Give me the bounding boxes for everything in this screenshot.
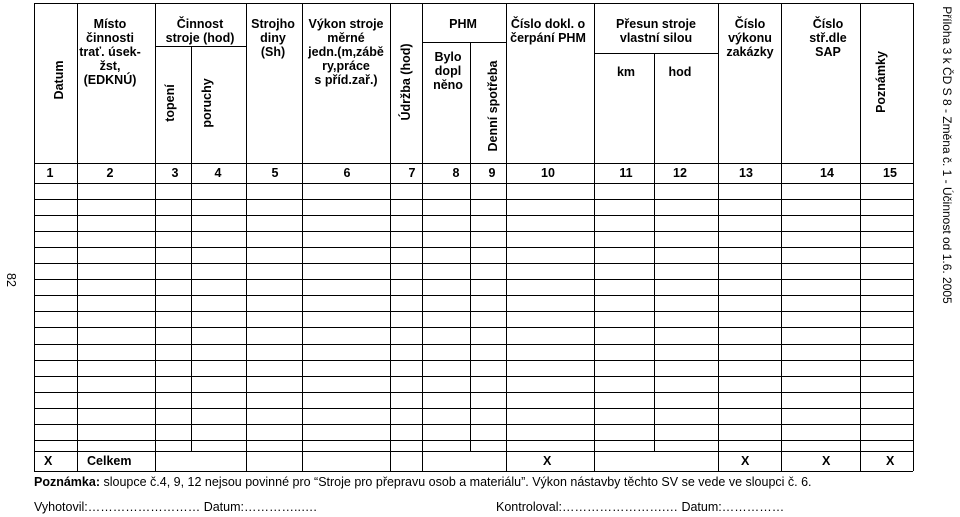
header-misto-line1: Místo <box>93 17 127 31</box>
header-strojhodiny <box>246 17 300 59</box>
colnum-7: 7 <box>408 166 416 180</box>
grid-col-line <box>913 3 914 471</box>
colnum-4: 4 <box>214 166 222 180</box>
grid-col-line-bylo <box>470 42 471 451</box>
colnum-10: 10 <box>541 166 555 180</box>
header-misto-line4: žst, <box>99 59 121 73</box>
header-poruchy: poruchy <box>200 78 214 128</box>
note-text: sloupce č.4, 9, 12 nejsou povinné pro “Stroje pro přepravu osob a materiálu”. Výkon nástavby těchto SV se vede ve sloupci č. 6. <box>100 475 812 489</box>
header-phm: PHM <box>449 17 477 31</box>
header-bylo-line3: něno <box>433 78 463 92</box>
celkem-x-col1: X <box>44 454 53 468</box>
grid-col-line-km <box>654 53 655 451</box>
header-bylo-line1: Bylo <box>434 50 462 64</box>
celkem-x-col10: X <box>543 454 552 468</box>
grid-col-line <box>594 3 595 471</box>
celkem-label: Celkem <box>87 454 132 468</box>
header-bylo-doplneno <box>428 50 468 92</box>
header-cislo-str <box>800 17 856 59</box>
celkem-x-col15: X <box>886 454 895 468</box>
header-presun-line2: vlastní silou <box>619 31 693 45</box>
colnum-8: 8 <box>452 166 460 180</box>
grid-col-line <box>155 3 156 471</box>
header-misto-line2: činnosti <box>86 31 134 45</box>
grid-phm-sub <box>422 42 506 43</box>
header-strojhodiny-line1: Strojho <box>251 17 295 31</box>
header-vykon-line5: s příd.zař.) <box>314 73 378 87</box>
header-cislo-str-line1: Číslo <box>812 17 844 31</box>
header-cinnost <box>155 17 245 45</box>
header-datum: Datum <box>52 60 66 100</box>
colnum-13: 13 <box>739 166 753 180</box>
colnum-14: 14 <box>820 166 834 180</box>
grid-col-line <box>781 3 782 471</box>
header-km: km <box>616 65 636 79</box>
grid-col-line <box>422 3 423 471</box>
colnum-12: 12 <box>673 166 687 180</box>
header-presun <box>594 17 718 45</box>
header-bylo-line2: dopl <box>434 64 462 78</box>
header-strojhodiny-line2: diny <box>260 31 286 45</box>
celkem-x-col14: X <box>822 454 831 468</box>
header-misto-line3: trať. úsek- <box>79 45 141 59</box>
grid-col-line <box>246 3 247 471</box>
header-denni-spotreba: Denní spotřeba <box>486 60 500 152</box>
header-topeni: topení <box>163 84 177 122</box>
header-cislo-vykonu-line3: zakázky <box>726 45 774 59</box>
header-cinnost-line2: stroje (hod) <box>165 31 235 45</box>
header-cislo-str-line3: SAP <box>815 45 841 59</box>
note <box>34 475 812 489</box>
header-vykon <box>302 17 390 87</box>
header-cislo-dokl <box>505 17 591 45</box>
header-misto <box>77 17 143 87</box>
grid-col-line-topeni <box>191 46 192 451</box>
header-cislo-str-line2: stř.dle <box>809 31 847 45</box>
grid-celkem-bottom <box>34 471 913 472</box>
signature-kontroloval: Kontroloval:…………………….… Datum:…………… <box>496 500 785 514</box>
header-vykon-line2: měrné <box>327 31 365 45</box>
celkem-x-col13: X <box>741 454 750 468</box>
colnum-9: 9 <box>488 166 496 180</box>
header-cinnost-line1: Činnost <box>176 17 224 31</box>
side-attachment-note: Příloha 3 k ČD S 8 - Změna č. 1 - Účinnost od 1.6. 2005 <box>940 6 954 304</box>
colnum-1: 1 <box>46 166 54 180</box>
grid-presun-sub <box>594 53 718 54</box>
grid-col-line <box>390 3 391 471</box>
signature-vyhotovil: Vyhotovil:……………………… Datum:…………..…. <box>34 500 317 514</box>
header-vykon-line3: jedn.(m,zábě <box>308 45 384 59</box>
header-presun-line1: Přesun stroje <box>616 17 696 31</box>
colnum-5: 5 <box>271 166 279 180</box>
header-cislo-vykonu <box>719 17 781 59</box>
grid-cinnost-sub <box>155 46 246 47</box>
colnum-6: 6 <box>343 166 351 180</box>
page-number: 82 <box>4 273 18 287</box>
header-misto-line5: (EDKNÚ) <box>83 73 137 87</box>
grid-col-line <box>718 3 719 471</box>
header-hod: hod <box>668 65 692 79</box>
grid-col-line <box>506 3 507 471</box>
colnum-2: 2 <box>106 166 114 180</box>
header-cislo-vykonu-line2: výkonu <box>728 31 772 45</box>
header-cislo-dokl-line1: Číslo dokl. o <box>510 17 586 31</box>
header-udrzba: Údržba (hod) <box>399 43 413 121</box>
colnum-15: 15 <box>883 166 897 180</box>
colnum-3: 3 <box>171 166 179 180</box>
grid-col-line <box>34 3 35 471</box>
header-cislo-dokl-line2: čerpání PHM <box>510 31 586 45</box>
grid-col-line <box>860 3 861 471</box>
header-poznamky: Poznámky <box>874 51 888 113</box>
header-strojhodiny-line3: (Sh) <box>260 45 286 59</box>
header-vykon-line4: ry,práce <box>322 59 370 73</box>
colnum-11: 11 <box>619 166 633 180</box>
note-label: Poznámka: <box>34 475 100 489</box>
header-vykon-line1: Výkon stroje <box>308 17 384 31</box>
header-cislo-vykonu-line1: Číslo <box>734 17 766 31</box>
